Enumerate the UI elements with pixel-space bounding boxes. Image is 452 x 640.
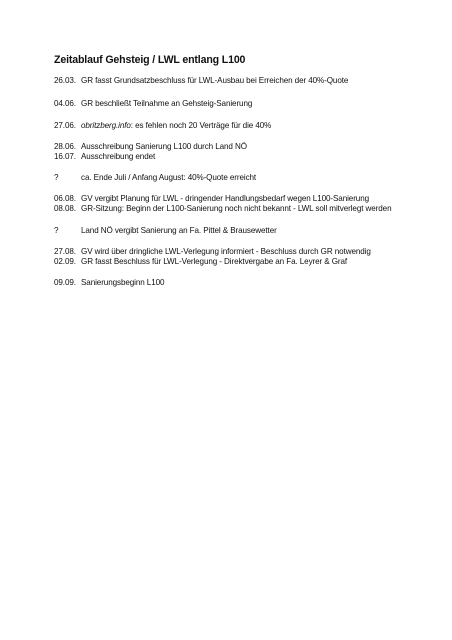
entry-date: ? <box>54 173 59 182</box>
source-name: obritzberg.info <box>81 121 131 130</box>
entry-date: 08.08. <box>54 204 76 213</box>
entry-text: GR fasst Beschluss für LWL-Verlegung - Direktvergabe an Fa. Leyrer & Graf <box>81 257 348 266</box>
entry-text: GR beschließt Teilnahme an Gehsteig-Sanierung <box>81 99 253 108</box>
entry-date: 28.06. <box>54 142 76 151</box>
entry-date: 27.08. <box>54 247 76 256</box>
entry-date: 06.08. <box>54 194 76 203</box>
entry-text: GV wird über dringliche LWL-Verlegung informiert - Beschluss durch GR notwendig <box>81 247 371 256</box>
entry-text: Land NÖ vergibt Sanierung an Fa. Pittel & Brausewetter <box>81 226 277 235</box>
entry-date: 26.03. <box>54 76 76 85</box>
entry-text: GV vergibt Planung für LWL - dringender Handlungsbedarf wegen L100-Sanierung <box>81 194 370 203</box>
entry-text: Ausschreibung endet <box>81 152 156 161</box>
entry-text: Sanierungsbeginn L100 <box>81 278 165 287</box>
entry-date: 09.09. <box>54 278 76 287</box>
entry-text: ca. Ende Juli / Anfang August: 40%-Quote erreicht <box>81 173 257 182</box>
entry-text: GR fasst Grundsatzbeschluss für LWL-Ausbau bei Erreichen der 40%-Quote <box>81 76 349 85</box>
entry-date: 27.06. <box>54 121 76 130</box>
entry-text: GR-Sitzung: Beginn der L100-Sanierung noch nicht bekannt - LWL soll mitverlegt werden <box>81 204 392 213</box>
entry-text: : es fehlen noch 20 Verträge für die 40% <box>130 121 272 130</box>
entry-text-group <box>81 120 271 131</box>
entry-text: Ausschreibung Sanierung L100 durch Land NÖ <box>81 142 247 151</box>
entry-date: 02.09. <box>54 257 76 266</box>
entry-date: 04.06. <box>54 99 76 108</box>
entry-date: ? <box>54 226 59 235</box>
entry-date: 16.07. <box>54 152 76 161</box>
page-title: Zeitablauf Gehsteig / LWL entlang L100 <box>54 54 246 66</box>
